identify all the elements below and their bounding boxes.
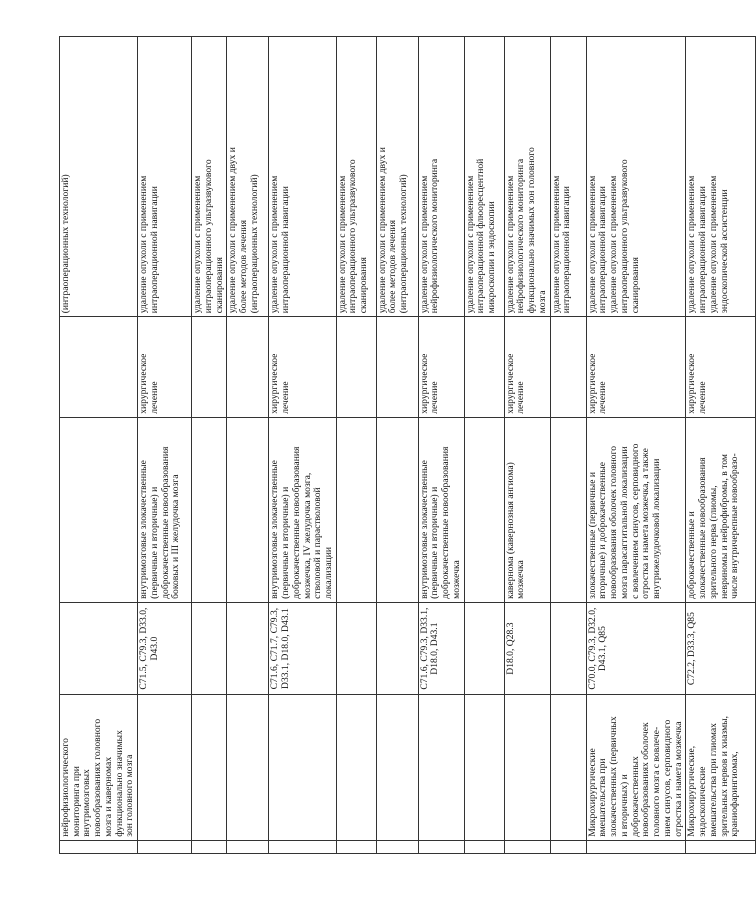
table-cell — [192, 417, 227, 602]
table-cell — [138, 317, 192, 417]
table-cell — [376, 602, 418, 695]
cell-text: Микрохирургические вмешательства при злокачественных (первичных и вторичных) и доброкачественных новообразованиях оболочек головного мозга с вовлече- нием синусов, серповидного отростка и намета мозжечка — [586, 716, 684, 837]
table-cell — [192, 37, 227, 317]
cell-text: (интраоперационных технологий) — [60, 174, 71, 314]
table-row — [269, 37, 336, 854]
table-cell — [686, 417, 756, 602]
table-cell — [227, 695, 269, 840]
table-cell — [376, 840, 418, 853]
cell-text: удаление опухоли с применением двух и более методов лечения (интраоперационных технологий) — [227, 147, 260, 314]
table-cell — [376, 417, 418, 602]
cell-text: удаление опухоли с применением интраоперационного ультразвукового сканирования — [336, 159, 370, 314]
cell-text: удаление опухоли с применением интраоперационной навигации — [138, 175, 160, 314]
table-cell — [504, 37, 550, 317]
table-cell — [686, 317, 756, 417]
cell-text: кавернома (кавернозная ангиома) мозжечка — [504, 462, 527, 599]
table-cell — [138, 602, 192, 695]
cell-text: C72.2, D33.3, Q85 — [686, 612, 698, 686]
table-cell — [418, 417, 464, 602]
cell-text: хирургическое лечение — [269, 353, 292, 414]
table-cell — [504, 602, 550, 695]
cell-text: удаление опухоли с применением интраоперационной флюоресцентной микроскопии и эндоскопии — [464, 158, 498, 314]
table-cell — [60, 37, 138, 317]
cell-text: удаление опухоли с применением интраоперационной навигации — [269, 175, 292, 314]
table-cell — [269, 417, 336, 602]
table-row — [227, 37, 269, 854]
treatment-table — [59, 36, 756, 854]
table-cell — [192, 317, 227, 417]
table-cell — [336, 317, 376, 417]
table-cell — [418, 695, 464, 840]
cell-text: удаление опухоли с применением интраоперационной навигации — [550, 175, 573, 314]
table-cell — [269, 602, 336, 695]
table-cell — [336, 37, 376, 317]
table-cell — [550, 37, 586, 317]
table-cell — [464, 840, 504, 853]
cell-text: удаление опухоли с применением двух и более методов лечения (интраоперационных технологий) — [376, 147, 410, 314]
table-cell — [550, 417, 586, 602]
table-cell — [192, 840, 227, 853]
table-cell — [586, 37, 686, 317]
cell-text: доброкачественные и злокачественные новообразования зрительного нерва (глиомы, невриномы и нейрофибромы, в том числе внутричерепные новообразо- — [686, 453, 741, 599]
table-row — [138, 37, 192, 854]
table-cell — [269, 317, 336, 417]
cell-text: удаление опухоли с применением интраоперационной навигации удаление опухоли с применением эндоскопической ассистенции — [686, 175, 730, 314]
table-row — [376, 37, 418, 854]
table-cell — [227, 417, 269, 602]
cell-text: внутримозговые злокачественные (первичные и вторичные) и доброкачественные новообразования мозжечка — [418, 446, 462, 599]
table-cell — [60, 417, 138, 602]
table-cell — [686, 695, 756, 840]
table-cell — [269, 37, 336, 317]
table-cell — [227, 317, 269, 417]
table-cell — [336, 840, 376, 853]
table-cell — [550, 317, 586, 417]
table-cell — [504, 417, 550, 602]
table-row — [192, 37, 227, 854]
table-cell — [138, 417, 192, 602]
table-cell — [418, 602, 464, 695]
cell-text: хирургическое лечение — [504, 353, 527, 414]
table-cell — [138, 37, 192, 317]
table-cell — [464, 695, 504, 840]
table-cell — [60, 695, 138, 840]
table-cell — [504, 695, 550, 840]
table-cell — [227, 37, 269, 317]
table-cell — [376, 37, 418, 317]
table-cell — [376, 695, 418, 840]
table-cell — [686, 840, 756, 853]
cell-text: внутримозговые злокачественные (первичные и вторичные) и доброкачественные новообразования боковых и III желудочка мозга — [138, 446, 182, 599]
cell-text: злокачественные (первичные и вторичные) и доброкачественные новообразования оболочек головного мозга парасаггитальной локализации с вовлечением синусов, серповидного отростка и намета мозжечка, а также внутрижелудочковой локализации — [586, 443, 663, 599]
cell-text: хирургическое лечение — [138, 353, 160, 414]
table-cell — [550, 840, 586, 853]
table-cell — [550, 602, 586, 695]
cell-text: внутримозговые злокачественные (первичные и вторичные) и доброкачественные новообразования мозжечка, IV желудочка мозга, стволовой и парастволовой локализации — [269, 446, 335, 599]
cell-text: хирургическое лечение — [586, 353, 609, 414]
table-cell — [418, 37, 464, 317]
table-row — [550, 37, 586, 854]
table-row — [586, 37, 686, 854]
table-cell — [192, 602, 227, 695]
table-cell — [464, 317, 504, 417]
cell-text: C71.6, C71.7, C79.3, D33.1, D18.0, D43.1 — [269, 607, 292, 690]
table-cell — [138, 840, 192, 853]
table-cell — [336, 417, 376, 602]
table-row — [504, 37, 550, 854]
table-cell — [227, 840, 269, 853]
table-row — [686, 37, 756, 854]
table-cell — [269, 695, 336, 840]
cell-text: удаление опухоли с применением интраоперационного ультразвукового сканирования — [192, 159, 225, 314]
cell-text: удаление опухоли с применением нейрофизиологического мониторинга — [418, 158, 441, 314]
table-cell — [586, 317, 686, 417]
table-cell — [418, 317, 464, 417]
table-cell — [586, 417, 686, 602]
cell-text: удаление опухоли с применением нейрофизиологического мониторинга функционально значимых зон головного мозга — [504, 147, 548, 314]
table-cell — [336, 602, 376, 695]
cell-text: удаление опухоли с применением интраоперационной навигации удаление опухоли с применением интраоперационного ультразвукового сканирования — [586, 159, 641, 314]
table-cell — [464, 417, 504, 602]
rotated-table-area — [59, 36, 741, 854]
table-cell — [504, 840, 550, 853]
cell-text: C70.0, C79.3, D32.0, D43.1, Q85 — [586, 607, 609, 690]
table-cell — [464, 37, 504, 317]
table-row — [336, 37, 376, 854]
table-cell — [586, 695, 686, 840]
table-cell — [269, 840, 336, 853]
table-cell — [504, 317, 550, 417]
table-cell — [418, 840, 464, 853]
table-cell — [686, 37, 756, 317]
table-cell — [550, 695, 586, 840]
table-cell — [60, 317, 138, 417]
cell-text: нейрофизиологического мониторинга при внутримозговых новообразованиях головного мозга и каверномах функционально значимых зон головного мозга — [60, 718, 136, 837]
cell-text: хирургическое лечение — [686, 353, 709, 414]
table-row — [464, 37, 504, 854]
table-row — [418, 37, 464, 854]
table-cell — [376, 317, 418, 417]
cell-text: C71.6, C79.3, D33.1, D18.0, D43.1 — [418, 607, 441, 690]
cell-text: Микрохирургические, эндоскопические вмешательства при глиомах зрительных нервов и хиазмы, краниофарингиомах, — [686, 716, 741, 837]
table-row — [60, 37, 138, 854]
cell-text: D18.0, Q28.3 — [504, 622, 516, 675]
table-cell — [336, 695, 376, 840]
cell-text: C71.5, C79.3, D33.0, D43.0 — [138, 607, 160, 690]
table-cell — [586, 602, 686, 695]
cell-text: хирургическое лечение — [418, 353, 441, 414]
table-cell — [686, 602, 756, 695]
table-cell — [586, 840, 686, 853]
table-cell — [138, 695, 192, 840]
table-cell — [192, 695, 227, 840]
table-cell — [464, 602, 504, 695]
table-cell — [60, 840, 138, 853]
table-cell — [60, 602, 138, 695]
table-cell — [227, 602, 269, 695]
